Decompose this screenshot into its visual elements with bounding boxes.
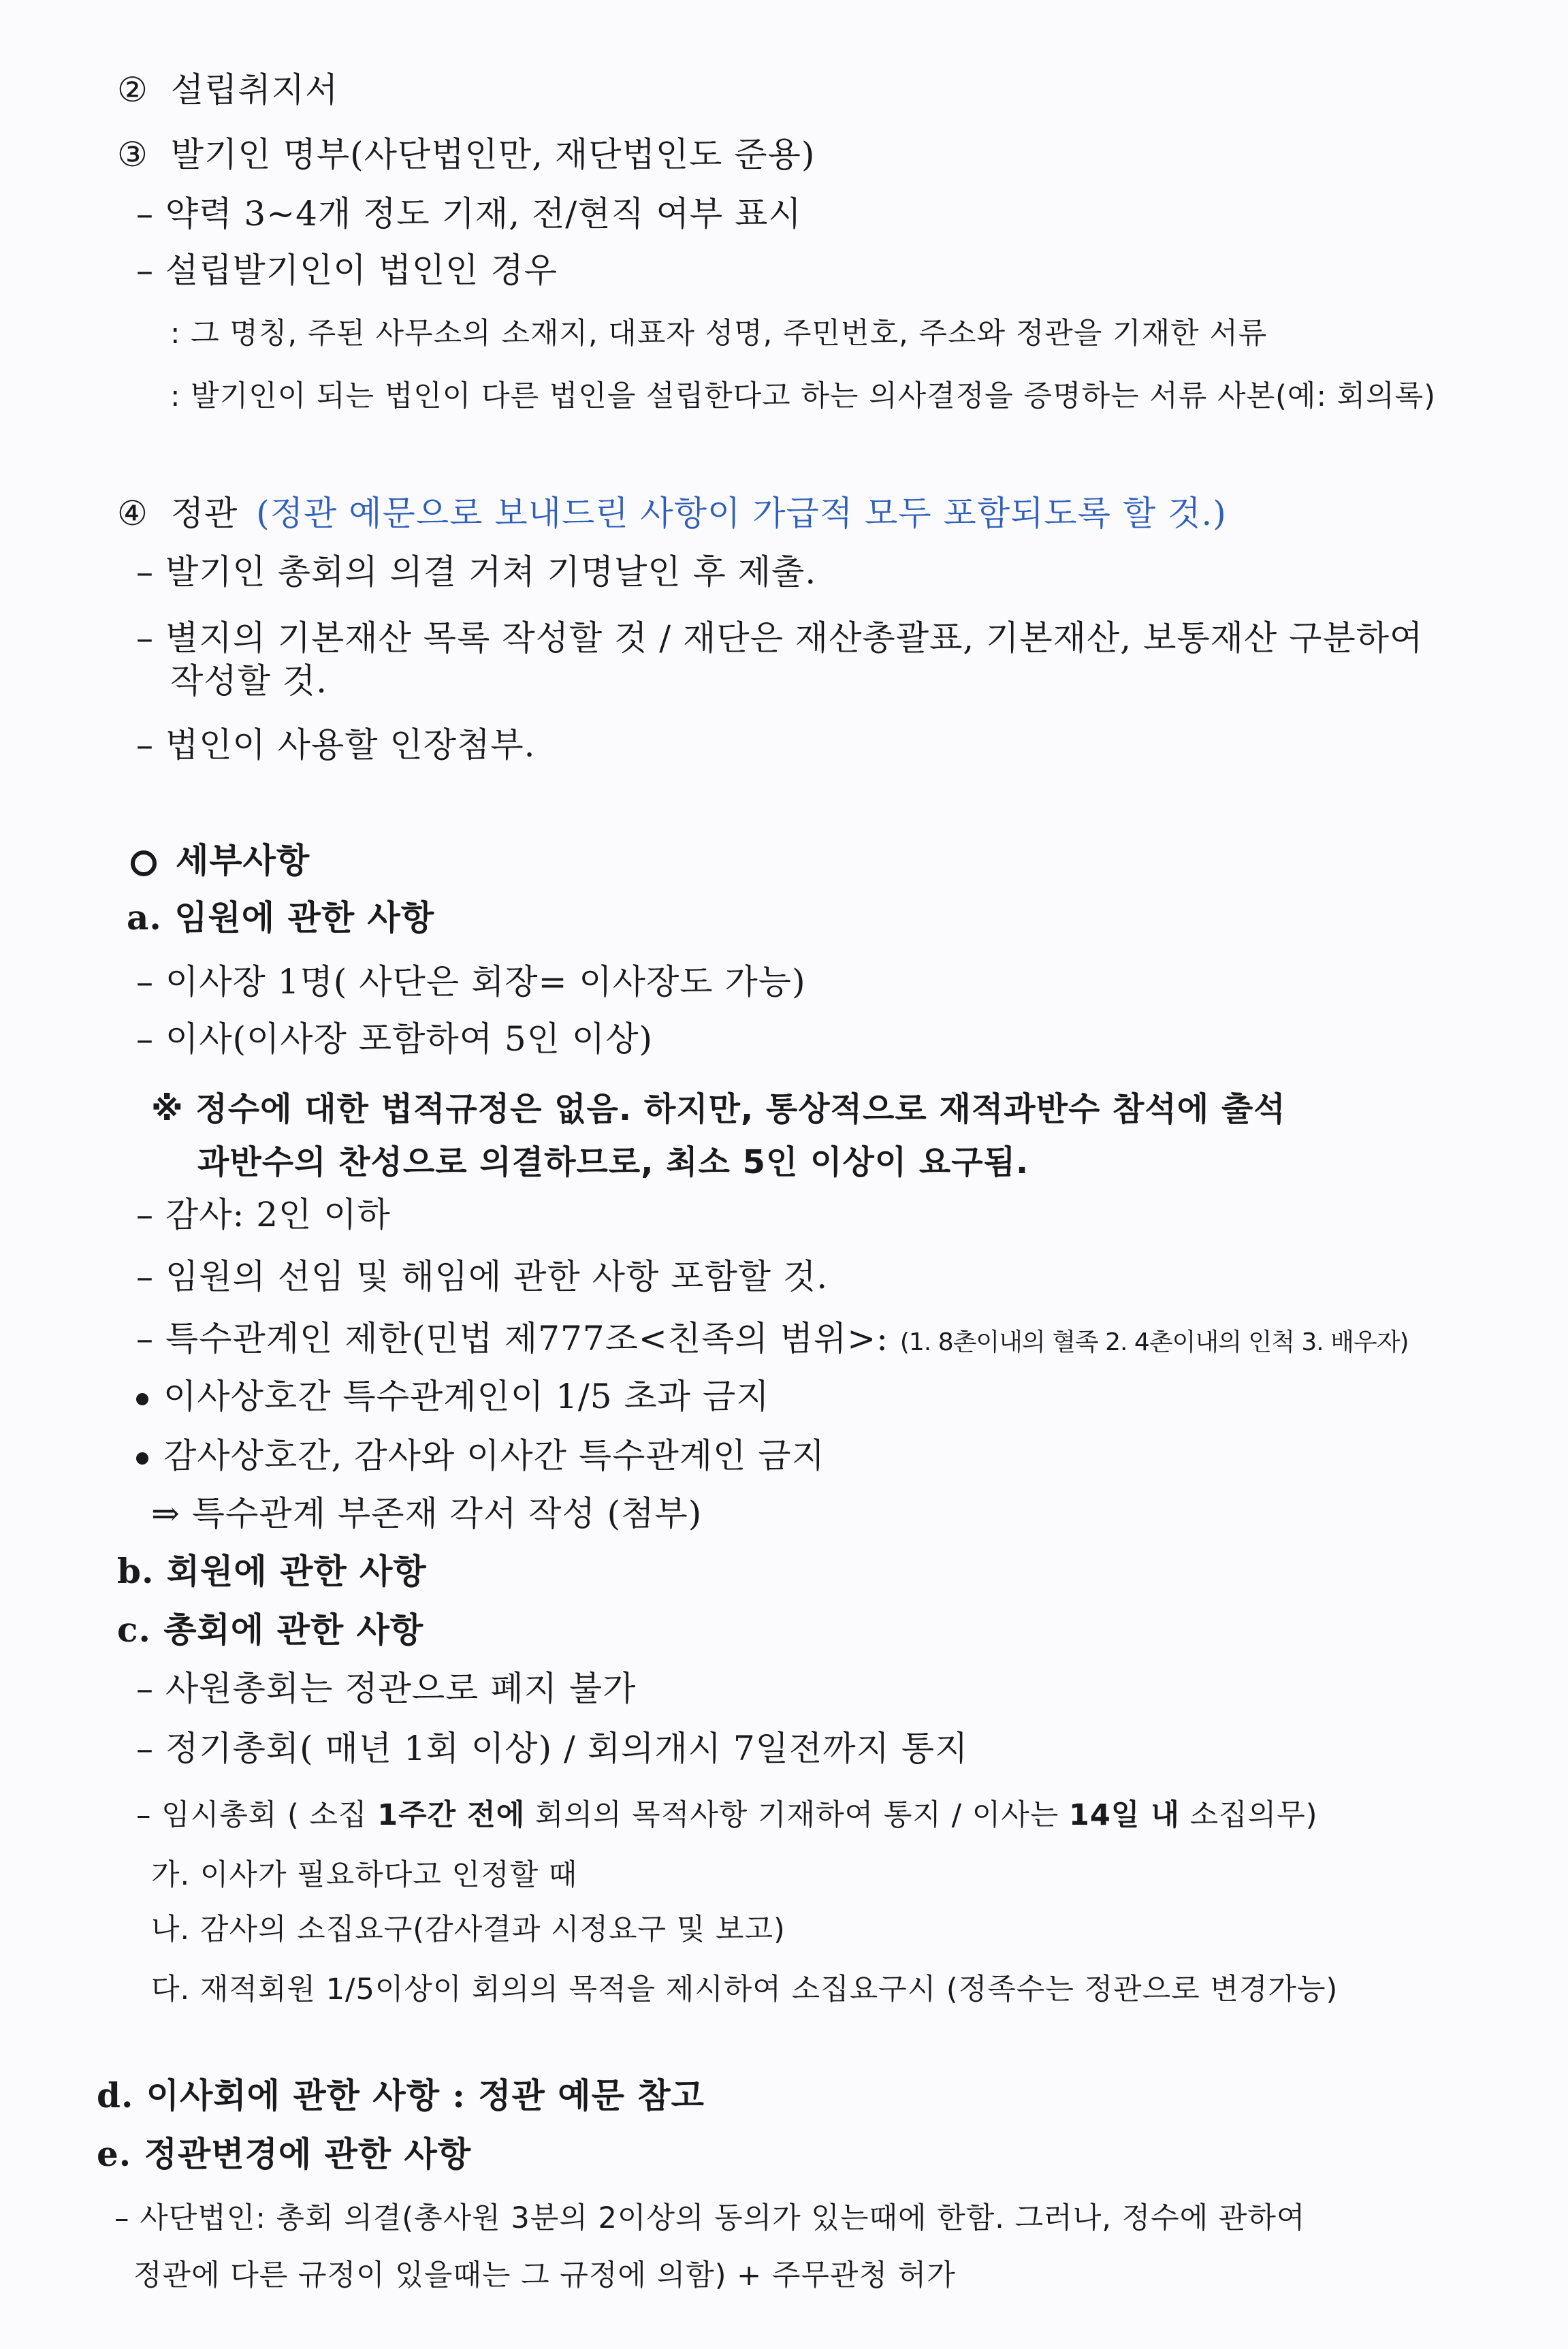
section-e-title: e. 정관변경에 관한 사항: [97, 2134, 472, 2174]
section-4-item-continued: 작성할 것.: [170, 661, 327, 701]
section-e-item: – 사단법인: 총회 의결(총사원 3분의 2이상의 동의가 있는때에 한함. 그러나, 정수에 관하여: [114, 2201, 1306, 2235]
section-c-subitem: 다. 재적회원 1/5이상이 회의의 목적을 제시하여 소집요구시 (정족수는 정관으로 변경가능): [151, 1972, 1339, 2007]
section-c-item: – 사원총회는 정관으로 폐지 불가: [136, 1669, 637, 1708]
section-4-item: – 법인이 사용할 인장첨부.: [136, 725, 536, 765]
section-d-title: d. 이사회에 관한 사항 : 정관 예문 참고: [97, 2075, 705, 2115]
circle-bullet-icon: [131, 850, 157, 876]
section-c-item: – 정기총회( 매년 1회 이상) / 회의개시 7일전까지 통지: [136, 1729, 969, 1768]
section-3-number: ③: [117, 135, 148, 174]
kinship-range-note: (1. 8촌이내의 혈족 2. 4촌이내의 인척 3. 배우자): [899, 1328, 1409, 1356]
kinship-restriction-text: – 특수관계인 제한(민법 제777조<친족의 범위>:: [136, 1319, 889, 1358]
section-3: [117, 133, 815, 176]
section-a-remark-continued: 과반수의 찬성으로 의결하므로, 최소 5인 이상이 요구됨.: [197, 1143, 1029, 1181]
section-e-item-continued: 정관에 다른 규정이 있을때는 그 규정에 의함) + 주무관청 허가: [133, 2258, 956, 2292]
section-c-temporary-meeting: [136, 1793, 1318, 1837]
temp-meeting-text: 소집의무): [1179, 1798, 1318, 1832]
section-a-item: – 이사장 1명( 사단은 회장= 이사장도 가능): [136, 962, 806, 1002]
section-a-item: – 이사(이사장 포함하여 5인 이상): [136, 1019, 653, 1059]
dot-item-text: 감사상호간, 감사와 이사간 특수관계인 금지: [163, 1436, 825, 1475]
section-a-remark: ※ 정수에 대한 법적규정은 없음. 하지만, 통상적으로 재적과반수 참석에 출석: [151, 1090, 1286, 1128]
section-a-item: – 감사: 2인 이하: [136, 1195, 391, 1234]
section-a-dot-item: [136, 1375, 770, 1418]
section-4-note: (정관 예문으로 보내드린 사항이 가급적 모두 포함되도록 할 것.): [256, 494, 1227, 533]
section-4: [117, 492, 1227, 535]
section-3-title: 발기인 명부(사단법인만, 재단법인도 준용): [170, 135, 816, 174]
section-a-title: a. 임원에 관한 사항: [127, 897, 435, 938]
section-a-item: – 임원의 선임 및 해임에 관한 사항 포함할 것.: [136, 1257, 829, 1296]
section-2-title: 설립취지서: [170, 70, 339, 110]
section-4-number: ④: [117, 494, 148, 533]
bullet-dot-icon: [136, 1393, 148, 1405]
section-4-item: – 별지의 기본재산 목록 작성할 것 / 재단은 재산총괄표, 기본재산, 보통재산 구분하여: [136, 618, 1424, 658]
section-a-dot-item: [136, 1434, 825, 1477]
section-3-subitem: : 발기인이 되는 법인이 다른 법인을 설립한다고 하는 의사결정을 증명하는 서류 사본(예: 회의록): [170, 379, 1436, 413]
temp-meeting-text: 회의의 목적사항 기재하여 통지 / 이사는: [525, 1798, 1070, 1832]
section-a-item: [136, 1317, 1409, 1364]
details-heading-text: 세부사항: [176, 841, 310, 880]
details-heading: [131, 839, 310, 882]
temp-meeting-text: – 임시총회 ( 소집: [136, 1798, 378, 1832]
dot-item-text: 이사상호간 특수관계인이 1/5 초과 금지: [163, 1377, 770, 1416]
section-2: [117, 68, 338, 112]
section-a-arrow-note: ⇒ 특수관계 부존재 각서 작성 (첨부): [151, 1494, 703, 1533]
section-3-item: – 설립발기인이 법인인 경우: [136, 251, 558, 290]
section-b-title: b. 회원에 관한 사항: [117, 1551, 427, 1591]
section-c-subitem: 나. 감사의 소집요구(감사결과 시정요구 및 보고): [151, 1913, 786, 1947]
section-c-subitem: 가. 이사가 필요하다고 인정할 때: [151, 1858, 578, 1892]
bullet-dot-icon: [136, 1452, 148, 1465]
section-3-item: – 약력 3~4개 정도 기재, 전/현직 여부 표시: [136, 194, 802, 234]
section-c-title: c. 총회에 관한 사항: [117, 1610, 424, 1650]
temp-meeting-emphasis: 1주간 전에: [377, 1798, 526, 1832]
section-2-number: ②: [117, 70, 148, 110]
temp-meeting-emphasis: 14일 내: [1069, 1798, 1180, 1832]
section-3-subitem: : 그 명칭, 주된 사무소의 소재지, 대표자 성명, 주민번호, 주소와 정관을 기재한 서류: [170, 317, 1268, 351]
section-4-title: 정관: [170, 494, 238, 533]
section-4-item: – 발기인 총회의 의결 거쳐 기명날인 후 제출.: [136, 552, 817, 592]
